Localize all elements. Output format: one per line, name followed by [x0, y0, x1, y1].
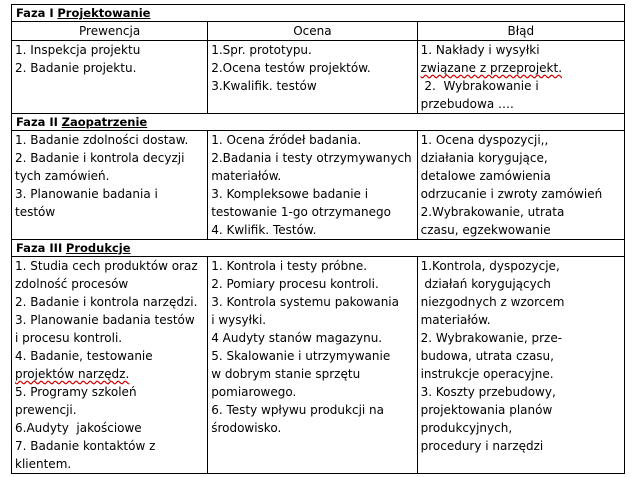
list-item: procedury i narzędzi	[420, 439, 544, 453]
table-row	[12, 131, 625, 240]
list-item: materiałów.	[420, 313, 491, 327]
list-item: związane z przeprojekt.	[420, 61, 563, 75]
list-item: 1.Kontrola, dyspozycje,	[420, 259, 560, 273]
list-item: 1.Spr. prototypu.	[211, 43, 312, 57]
phase-title: Zaopatrzenie	[61, 115, 148, 129]
list-item: 1. Inspekcja projektu	[15, 43, 141, 57]
list-item: prewencji.	[15, 403, 77, 417]
list-item: 2.Badania i testy otrzymywanych	[211, 151, 412, 165]
column-header-row	[12, 22, 625, 41]
list-item: 1. Kontrola i testy próbne.	[211, 259, 368, 273]
quality-cost-table	[11, 4, 625, 474]
list-item: 3. Kontrola systemu pakowania	[211, 295, 399, 309]
phase-label: Faza I	[16, 6, 54, 20]
list-item: projektowania planów	[420, 403, 553, 417]
list-item: 3. Planowanie badania i	[15, 187, 158, 201]
list-item: niezgodnych z wzorcem	[420, 295, 565, 309]
list-item: 2.Ocena testów projektów.	[211, 61, 371, 75]
list-item: detalowe zamówienia	[420, 169, 551, 183]
list-item: 3. Kompleksowe badanie i	[211, 187, 369, 201]
list-item: testów	[15, 205, 56, 219]
phase-row	[12, 114, 625, 131]
list-item: przebudowa ….	[420, 97, 514, 111]
table-row	[12, 41, 625, 114]
list-item: 2. Wybrakowanie, prze-	[420, 331, 563, 345]
phase-2-header	[12, 114, 625, 131]
list-item: 2. Pomiary procesu kontroli.	[211, 277, 379, 291]
list-item: projektów narzędz.	[15, 367, 130, 381]
list-item: 1. Ocena źródeł badania.	[211, 133, 362, 147]
list-item: czasu, egzekwowanie	[420, 223, 551, 237]
list-item: 3.Kwalifik. testów	[211, 79, 317, 93]
phase-label: Faza III	[16, 241, 63, 255]
prevention-cell	[12, 257, 208, 474]
phase-title: Projektowanie	[57, 6, 151, 20]
list-item: 2. Badanie projektu.	[15, 61, 137, 75]
error-cell	[417, 41, 624, 114]
assessment-cell	[208, 131, 417, 240]
list-item: pomiarowego.	[211, 385, 297, 399]
column-header-blad: Błąd	[417, 22, 624, 41]
column-header-ocena: Ocena	[208, 22, 417, 41]
prevention-cell	[12, 41, 208, 114]
table-row	[12, 257, 625, 474]
list-item: 4. Badanie, testowanie	[15, 349, 153, 363]
list-item: 6.Audyty jakościowe	[15, 421, 142, 435]
list-item: 2. Badanie i kontrola narzędzi.	[15, 295, 198, 309]
phase-row	[12, 5, 625, 22]
list-item: produkcyjnych,	[420, 421, 513, 435]
list-item: 5. Skalowanie i utrzymywanie	[211, 349, 391, 363]
list-item: i procesu kontroli.	[15, 331, 123, 345]
error-cell	[417, 257, 624, 474]
list-item: 2. Badanie i kontrola decyzji	[15, 151, 185, 165]
list-item: 4. Kwlifik. Testów.	[211, 223, 317, 237]
phase-title: Produkcje	[65, 241, 131, 255]
list-item: 5. Programy szkoleń	[15, 385, 137, 399]
list-item: 3. Planowanie badania testów	[15, 313, 195, 327]
list-item: odrzucanie i zwroty zamówień	[420, 187, 603, 201]
list-item: 7. Badanie kontaktów z	[15, 439, 156, 453]
prevention-cell	[12, 131, 208, 240]
phase-label: Faza II	[16, 115, 58, 129]
list-item: materiałów.	[211, 169, 282, 183]
list-item: klientem.	[15, 457, 72, 471]
list-item: 2.Wybrakowanie, utrata	[420, 205, 565, 219]
phase-3-header	[12, 240, 625, 257]
list-item: 1. Nakłady i wysyłki	[420, 43, 540, 57]
list-item: 3. Koszty przebudowy,	[420, 385, 556, 399]
list-item: w dobrym stanie sprzętu	[211, 367, 361, 381]
list-item: tych zamówień.	[15, 169, 110, 183]
list-item: i wysyłki.	[211, 313, 267, 327]
error-cell	[417, 131, 624, 240]
list-item: 2. Wybrakowanie i	[420, 79, 539, 93]
list-item: instrukcje operacyjne.	[420, 367, 554, 381]
phase-1-header	[12, 5, 625, 22]
assessment-cell	[208, 41, 417, 114]
list-item: 1. Studia cech produktów oraz	[15, 259, 198, 273]
column-header-prewencja: Prewencja	[12, 22, 208, 41]
phase-row	[12, 240, 625, 257]
list-item: budowa, utrata czasu,	[420, 349, 554, 363]
list-item: działania korygujące,	[420, 151, 548, 165]
list-item: działań korygujących	[420, 277, 551, 291]
list-item: 4 Audyty stanów magazynu.	[211, 331, 383, 345]
list-item: zdolność procesów	[15, 277, 129, 291]
list-item: 1. Ocena dyspozycji,,	[420, 133, 549, 147]
assessment-cell	[208, 257, 417, 474]
list-item: środowisko.	[211, 421, 282, 435]
list-item: 6. Testy wpływu produkcji na	[211, 403, 385, 417]
list-item: 1. Badanie zdolności dostaw.	[15, 133, 189, 147]
list-item: testowanie 1-go otrzymanego	[211, 205, 391, 219]
